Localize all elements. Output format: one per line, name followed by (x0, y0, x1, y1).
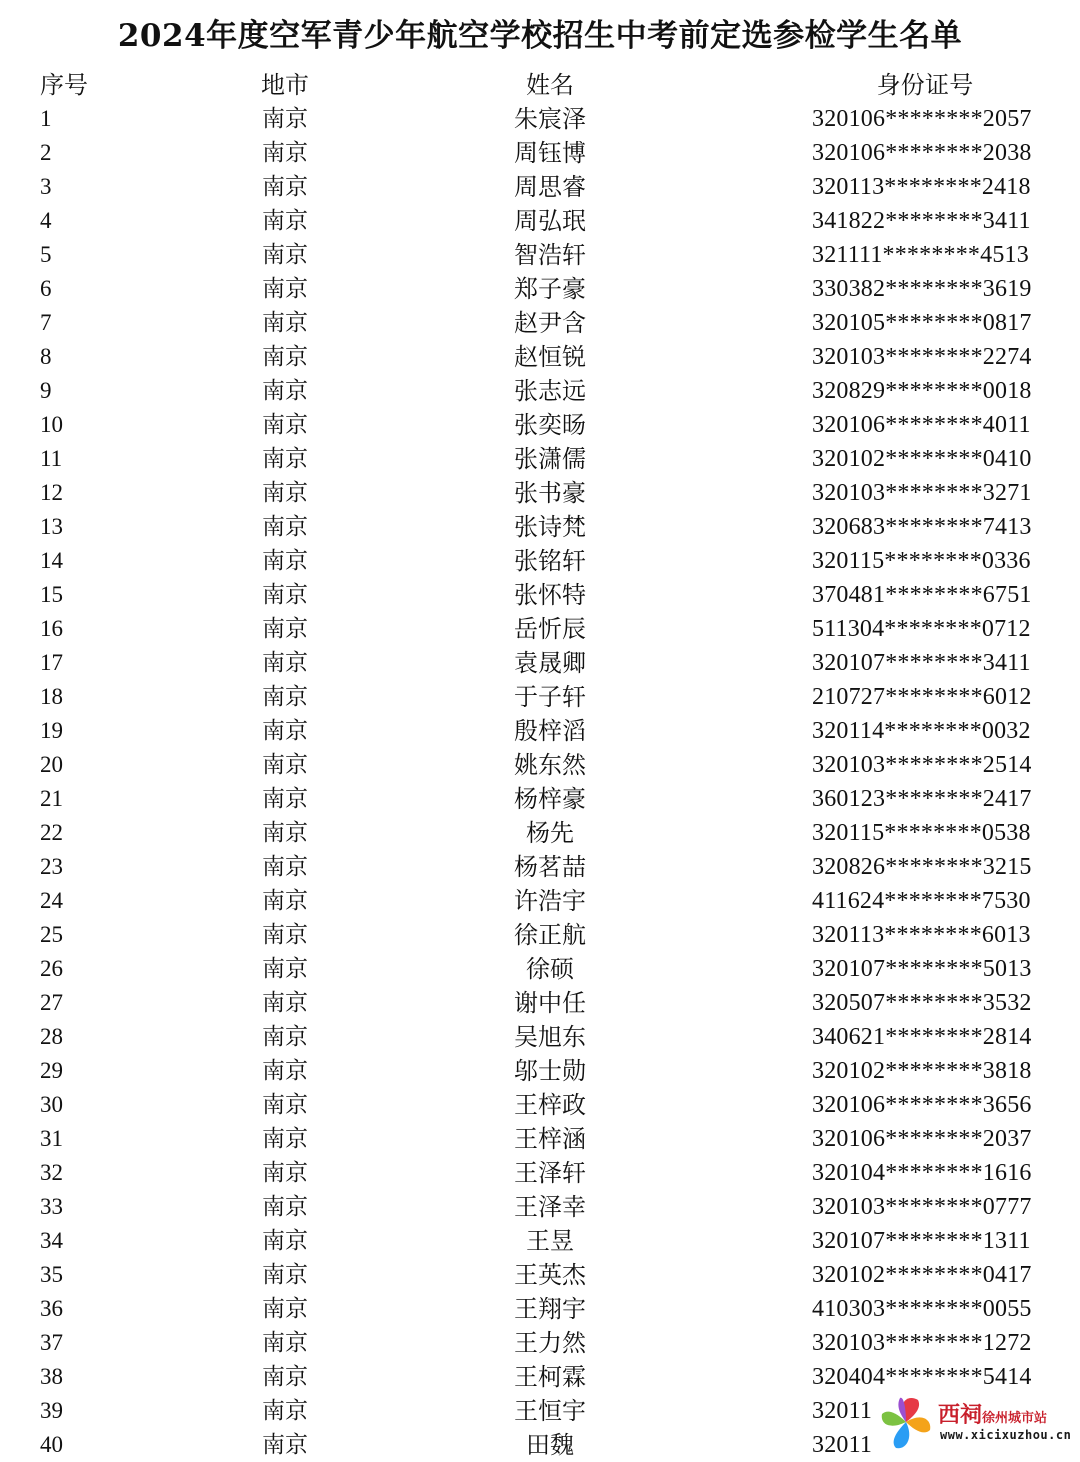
row-id-number: 321111********4513 (812, 242, 1029, 268)
row-no: 35 (40, 1262, 63, 1287)
row-city: 南京 (262, 140, 308, 166)
table-row (0, 1088, 1080, 1122)
table-row (0, 272, 1080, 306)
row-no: 23 (40, 854, 63, 879)
row-city: 南京 (262, 242, 308, 268)
row-name: 王柯霖 (514, 1363, 586, 1391)
row-no: 28 (40, 1024, 63, 1049)
row-no: 11 (40, 446, 63, 471)
row-id-number: 320826********3215 (812, 854, 1032, 880)
row-city: 南京 (262, 310, 308, 336)
header-id-number: 身份证号 (876, 71, 974, 99)
row-id-number: 320104********1616 (812, 1160, 1032, 1186)
row-id-number: 32011 (812, 1432, 873, 1458)
row-id-number: 320107********1311 (812, 1228, 1031, 1254)
row-name: 周弘珉 (514, 207, 586, 235)
row-city: 南京 (262, 1228, 308, 1254)
row-no: 10 (40, 412, 63, 437)
row-name: 岳忻辰 (514, 615, 586, 643)
row-no: 33 (40, 1194, 63, 1219)
row-no: 25 (40, 922, 63, 947)
row-id-number: 210727********6012 (812, 684, 1032, 710)
row-city: 南京 (262, 344, 308, 370)
table-row (0, 612, 1080, 646)
table-row (0, 102, 1080, 136)
row-name: 王梓政 (514, 1091, 586, 1119)
row-no: 6 (40, 276, 52, 301)
row-city: 南京 (262, 480, 308, 506)
table-row (0, 476, 1080, 510)
row-name: 杨茗喆 (514, 853, 586, 881)
table-row (0, 1258, 1080, 1292)
table-row (0, 374, 1080, 408)
row-no: 7 (40, 310, 52, 335)
pinwheel-logo-icon (878, 1392, 934, 1452)
row-id-number: 360123********2417 (812, 786, 1032, 812)
row-id-number: 320107********5013 (812, 956, 1032, 982)
row-city: 南京 (262, 1330, 308, 1356)
row-id-number: 320102********0417 (812, 1262, 1032, 1288)
row-city: 南京 (262, 1432, 308, 1458)
row-id-number: 320102********3818 (812, 1058, 1032, 1084)
row-no: 37 (40, 1330, 63, 1355)
row-city: 南京 (262, 1092, 308, 1118)
row-name: 王力然 (514, 1329, 586, 1357)
row-city: 南京 (262, 922, 308, 948)
table-row (0, 1360, 1080, 1394)
row-name: 谢中任 (514, 989, 586, 1017)
page-title: 2024年度空军青少年航空学校招生中考前定选参检学生名单 (117, 18, 963, 54)
table-row (0, 850, 1080, 884)
row-id-number: 320115********0336 (812, 548, 1031, 574)
row-name: 张志远 (514, 377, 586, 405)
table-row (0, 170, 1080, 204)
row-id-number: 320103********2274 (812, 344, 1032, 370)
row-name: 田魏 (526, 1431, 574, 1459)
table-row (0, 408, 1080, 442)
row-id-number: 410303********0055 (812, 1296, 1032, 1322)
row-id-number: 320829********0018 (812, 378, 1032, 404)
row-city: 南京 (262, 718, 308, 744)
row-id-number: 511304********0712 (812, 616, 1031, 642)
row-id-number: 320106********3656 (812, 1092, 1032, 1118)
table-row (0, 782, 1080, 816)
row-name: 王泽轩 (514, 1159, 586, 1187)
row-no: 2 (40, 140, 52, 165)
row-id-number: 340621********2814 (812, 1024, 1032, 1050)
table-row (0, 884, 1080, 918)
table-row (0, 1156, 1080, 1190)
row-city: 南京 (262, 752, 308, 778)
header-name: 姓名 (526, 71, 574, 99)
row-no: 3 (40, 174, 52, 199)
row-name: 邬士勋 (514, 1057, 586, 1085)
row-no: 22 (40, 820, 63, 845)
row-city: 南京 (262, 1296, 308, 1322)
row-name: 赵恒锐 (514, 343, 586, 371)
watermark-brand-name: 西祠 (938, 1403, 983, 1428)
row-id-number: 411624********7530 (812, 888, 1031, 914)
row-no: 27 (40, 990, 63, 1015)
table-row (0, 952, 1080, 986)
row-name: 王泽幸 (514, 1193, 586, 1221)
table-row (0, 136, 1080, 170)
row-no: 38 (40, 1364, 63, 1389)
row-id-number: 320113********6013 (812, 922, 1031, 948)
row-name: 朱宸泽 (514, 105, 586, 133)
row-name: 周思睿 (514, 173, 586, 201)
row-no: 15 (40, 582, 63, 607)
row-city: 南京 (262, 990, 308, 1016)
row-city: 南京 (262, 1024, 308, 1050)
row-no: 18 (40, 684, 63, 709)
row-city: 南京 (262, 548, 308, 574)
row-name: 张奕旸 (514, 411, 586, 439)
row-city: 南京 (262, 684, 308, 710)
row-city: 南京 (262, 412, 308, 438)
row-no: 26 (40, 956, 63, 981)
table-row (0, 1054, 1080, 1088)
row-city: 南京 (262, 1262, 308, 1288)
row-city: 南京 (262, 1364, 308, 1390)
table-row (0, 578, 1080, 612)
row-name: 徐硕 (526, 955, 574, 983)
row-id-number: 320103********3271 (812, 480, 1032, 506)
row-no: 12 (40, 480, 63, 505)
row-id-number: 320107********3411 (812, 650, 1031, 676)
row-name: 王英杰 (514, 1261, 586, 1289)
row-id-number: 341822********3411 (812, 208, 1031, 234)
table-row (0, 1122, 1080, 1156)
row-id-number: 320106********2038 (812, 140, 1032, 166)
table-row (0, 1292, 1080, 1326)
row-city: 南京 (262, 106, 308, 132)
table-row (0, 204, 1080, 238)
table-header-row (0, 68, 1080, 102)
row-id-number: 320113********2418 (812, 174, 1031, 200)
header-no: 序号 (40, 71, 88, 99)
row-city: 南京 (262, 1398, 308, 1424)
row-city: 南京 (262, 616, 308, 642)
row-name: 张怀特 (514, 581, 586, 609)
row-name: 王梓涵 (514, 1125, 586, 1153)
row-id-number: 32011 (812, 1398, 873, 1424)
table-row (0, 680, 1080, 714)
row-name: 王昱 (526, 1227, 574, 1255)
row-name: 张铭轩 (514, 547, 586, 575)
row-id-number: 330382********3619 (812, 276, 1032, 302)
row-id-number: 320404********5414 (812, 1364, 1032, 1390)
watermark-brand-sub: 徐州城市站 (982, 1411, 1048, 1426)
row-name: 智浩轩 (514, 241, 586, 269)
table-row (0, 748, 1080, 782)
row-city: 南京 (262, 820, 308, 846)
row-id-number: 320683********7413 (812, 514, 1032, 540)
row-name: 杨梓豪 (514, 785, 586, 813)
row-id-number: 320115********0538 (812, 820, 1031, 846)
row-no: 36 (40, 1296, 63, 1321)
row-name: 姚东然 (514, 751, 586, 779)
row-city: 南京 (262, 174, 308, 200)
row-city: 南京 (262, 1194, 308, 1220)
row-no: 31 (40, 1126, 63, 1151)
student-list-table (0, 68, 1080, 1462)
row-city: 南京 (262, 1058, 308, 1084)
table-row (0, 714, 1080, 748)
row-id-number: 320106********2057 (812, 106, 1032, 132)
table-row (0, 306, 1080, 340)
row-city: 南京 (262, 888, 308, 914)
table-row (0, 1190, 1080, 1224)
row-id-number: 370481********6751 (812, 582, 1032, 608)
row-no: 21 (40, 786, 63, 811)
row-name: 许浩宇 (514, 887, 586, 915)
row-name: 吴旭东 (514, 1023, 586, 1051)
row-city: 南京 (262, 378, 308, 404)
row-name: 郑子豪 (514, 275, 586, 303)
row-id-number: 320103********0777 (812, 1194, 1032, 1220)
row-city: 南京 (262, 1160, 308, 1186)
table-row (0, 510, 1080, 544)
row-name: 于子轩 (514, 683, 586, 711)
row-city: 南京 (262, 446, 308, 472)
row-city: 南京 (262, 208, 308, 234)
row-id-number: 320106********4011 (812, 412, 1031, 438)
row-name: 王翔宇 (514, 1295, 586, 1323)
row-name: 杨先 (526, 819, 574, 847)
row-no: 24 (40, 888, 63, 913)
row-no: 19 (40, 718, 63, 743)
row-name: 殷梓滔 (514, 717, 586, 745)
table-row (0, 238, 1080, 272)
row-no: 13 (40, 514, 63, 539)
table-row (0, 340, 1080, 374)
table-row (0, 986, 1080, 1020)
row-no: 39 (40, 1398, 63, 1423)
row-no: 9 (40, 378, 52, 403)
row-id-number: 320507********3532 (812, 990, 1032, 1016)
row-no: 1 (40, 106, 52, 131)
row-name: 王恒宇 (514, 1397, 586, 1425)
table-row (0, 1020, 1080, 1054)
table-row (0, 1326, 1080, 1360)
table-row (0, 544, 1080, 578)
header-city: 地市 (261, 71, 309, 99)
row-id-number: 320102********0410 (812, 446, 1032, 472)
row-no: 8 (40, 344, 52, 369)
row-id-number: 320114********0032 (812, 718, 1031, 744)
row-id-number: 320103********2514 (812, 752, 1032, 778)
row-no: 4 (40, 208, 52, 233)
table-row (0, 442, 1080, 476)
row-city: 南京 (262, 854, 308, 880)
table-row (0, 816, 1080, 850)
row-name: 张书豪 (514, 479, 586, 507)
row-id-number: 320106********2037 (812, 1126, 1032, 1152)
row-city: 南京 (262, 786, 308, 812)
row-name: 张潇儒 (514, 445, 586, 473)
row-city: 南京 (262, 956, 308, 982)
row-no: 30 (40, 1092, 63, 1117)
row-id-number: 320103********1272 (812, 1330, 1032, 1356)
row-no: 14 (40, 548, 63, 573)
row-name: 赵尹含 (514, 309, 586, 337)
row-no: 40 (40, 1432, 63, 1457)
row-name: 徐正航 (514, 921, 586, 949)
row-city: 南京 (262, 650, 308, 676)
site-watermark (878, 1392, 1078, 1456)
row-no: 16 (40, 616, 63, 641)
row-name: 袁晟卿 (514, 649, 586, 677)
row-name: 周钰博 (514, 139, 586, 167)
watermark-url: www.xicixuzhou.cn (940, 1428, 1072, 1442)
table-row (0, 1224, 1080, 1258)
table-row (0, 918, 1080, 952)
row-no: 5 (40, 242, 52, 267)
row-no: 20 (40, 752, 63, 777)
row-name: 张诗梵 (514, 513, 586, 541)
table-body (0, 102, 1080, 1462)
table-row (0, 646, 1080, 680)
row-city: 南京 (262, 514, 308, 540)
row-id-number: 320105********0817 (812, 310, 1032, 336)
row-no: 17 (40, 650, 63, 675)
row-city: 南京 (262, 1126, 308, 1152)
row-no: 34 (40, 1228, 63, 1253)
row-city: 南京 (262, 582, 308, 608)
row-no: 32 (40, 1160, 63, 1185)
row-no: 29 (40, 1058, 63, 1083)
watermark-brand (938, 1398, 1047, 1429)
row-city: 南京 (262, 276, 308, 302)
